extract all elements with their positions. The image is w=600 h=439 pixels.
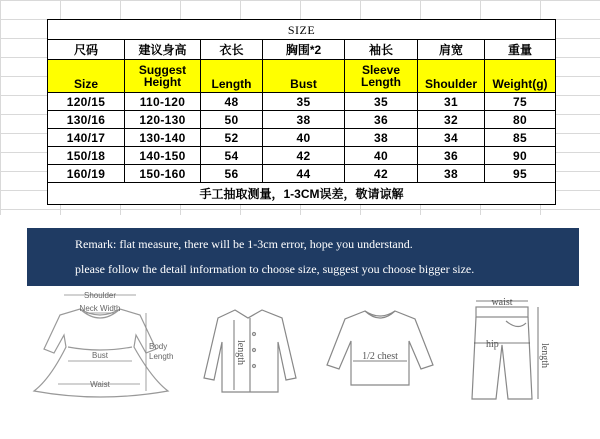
cell-shoulder: 31 xyxy=(418,93,485,111)
table-row xyxy=(48,111,556,129)
cell-weight: 95 xyxy=(485,165,556,183)
english-header-row xyxy=(48,60,556,93)
dress-diagram xyxy=(28,287,178,402)
cell-bust: 44 xyxy=(263,165,345,183)
cell-length: 56 xyxy=(201,165,263,183)
cell-sleeve: 40 xyxy=(345,147,418,165)
cell-bust: 42 xyxy=(263,147,345,165)
header-cn-weight: 重量 xyxy=(485,40,556,60)
cell-shoulder: 34 xyxy=(418,129,485,147)
header-en-bust: Bust xyxy=(263,60,345,93)
cell-shoulder: 38 xyxy=(418,165,485,183)
cell-height: 150-160 xyxy=(125,165,201,183)
sweater-diagram xyxy=(325,305,435,390)
cell-size: 130/16 xyxy=(48,111,125,129)
cell-size: 140/17 xyxy=(48,129,125,147)
header-en-sleeve: Sleeve Length xyxy=(345,60,418,93)
remark-banner xyxy=(27,228,579,286)
remark-line-2: please follow the detail information to choose size, suggest you choose bigger size. xyxy=(75,262,475,276)
cell-height: 130-140 xyxy=(125,129,201,147)
header-cn-bust: 胸围*2 xyxy=(263,40,345,60)
cell-bust: 35 xyxy=(263,93,345,111)
table-row xyxy=(48,147,556,165)
cell-sleeve: 38 xyxy=(345,129,418,147)
label-half-chest: 1/2 chest xyxy=(362,351,398,362)
cell-bust: 38 xyxy=(263,111,345,129)
cell-sleeve: 42 xyxy=(345,165,418,183)
label-bust: Bust xyxy=(91,351,109,360)
label-body-length: Body Length xyxy=(149,342,174,361)
cell-bust: 40 xyxy=(263,129,345,147)
label-waist: Waist xyxy=(90,380,110,389)
table-title: SIZE xyxy=(48,20,556,40)
header-en-size: Size xyxy=(48,60,125,93)
cell-height: 120-130 xyxy=(125,111,201,129)
label-pants-waist: waist xyxy=(491,297,513,308)
header-en-length: Length xyxy=(201,60,263,93)
shirt-diagram xyxy=(200,300,300,400)
cell-size: 160/19 xyxy=(48,165,125,183)
label-shoulder: Shoulder xyxy=(83,291,117,300)
cell-shoulder: 32 xyxy=(418,111,485,129)
header-cn-size: 尺码 xyxy=(48,40,125,60)
label-shirt-length: length xyxy=(235,340,246,365)
cell-length: 48 xyxy=(201,93,263,111)
label-neck-width: Neck Width xyxy=(79,304,121,313)
remark-line-1: Remark: flat measure, there will be 1-3cm error, hope you understand. xyxy=(75,237,413,251)
table-row xyxy=(48,129,556,147)
cell-shoulder: 36 xyxy=(418,147,485,165)
chinese-header-row xyxy=(48,40,556,60)
cell-weight: 90 xyxy=(485,147,556,165)
cell-height: 110-120 xyxy=(125,93,201,111)
header-cn-height: 建议身高 xyxy=(125,40,201,60)
header-en-height: Suggest Height xyxy=(125,60,201,93)
cell-length: 50 xyxy=(201,111,263,129)
cell-weight: 75 xyxy=(485,93,556,111)
header-en-weight: Weight(g) xyxy=(485,60,556,93)
table-row xyxy=(48,93,556,111)
label-pants-hip: hip xyxy=(486,339,499,350)
size-chart-table xyxy=(47,19,556,205)
table-row xyxy=(48,165,556,183)
label-pants-length: length xyxy=(539,343,550,368)
cell-size: 150/18 xyxy=(48,147,125,165)
cell-sleeve: 35 xyxy=(345,93,418,111)
cell-size: 120/15 xyxy=(48,93,125,111)
cell-sleeve: 36 xyxy=(345,111,418,129)
header-cn-shoulder: 肩宽 xyxy=(418,40,485,60)
header-en-shoulder: Shoulder xyxy=(418,60,485,93)
cell-weight: 85 xyxy=(485,129,556,147)
cell-height: 140-150 xyxy=(125,147,201,165)
cell-length: 54 xyxy=(201,147,263,165)
measurement-note: 手工抽取测量，1-3CM误差，敬请谅解 xyxy=(48,183,556,205)
pants-diagram xyxy=(462,295,552,405)
cell-weight: 80 xyxy=(485,111,556,129)
header-cn-length: 衣长 xyxy=(201,40,263,60)
header-cn-sleeve: 袖长 xyxy=(345,40,418,60)
cell-length: 52 xyxy=(201,129,263,147)
